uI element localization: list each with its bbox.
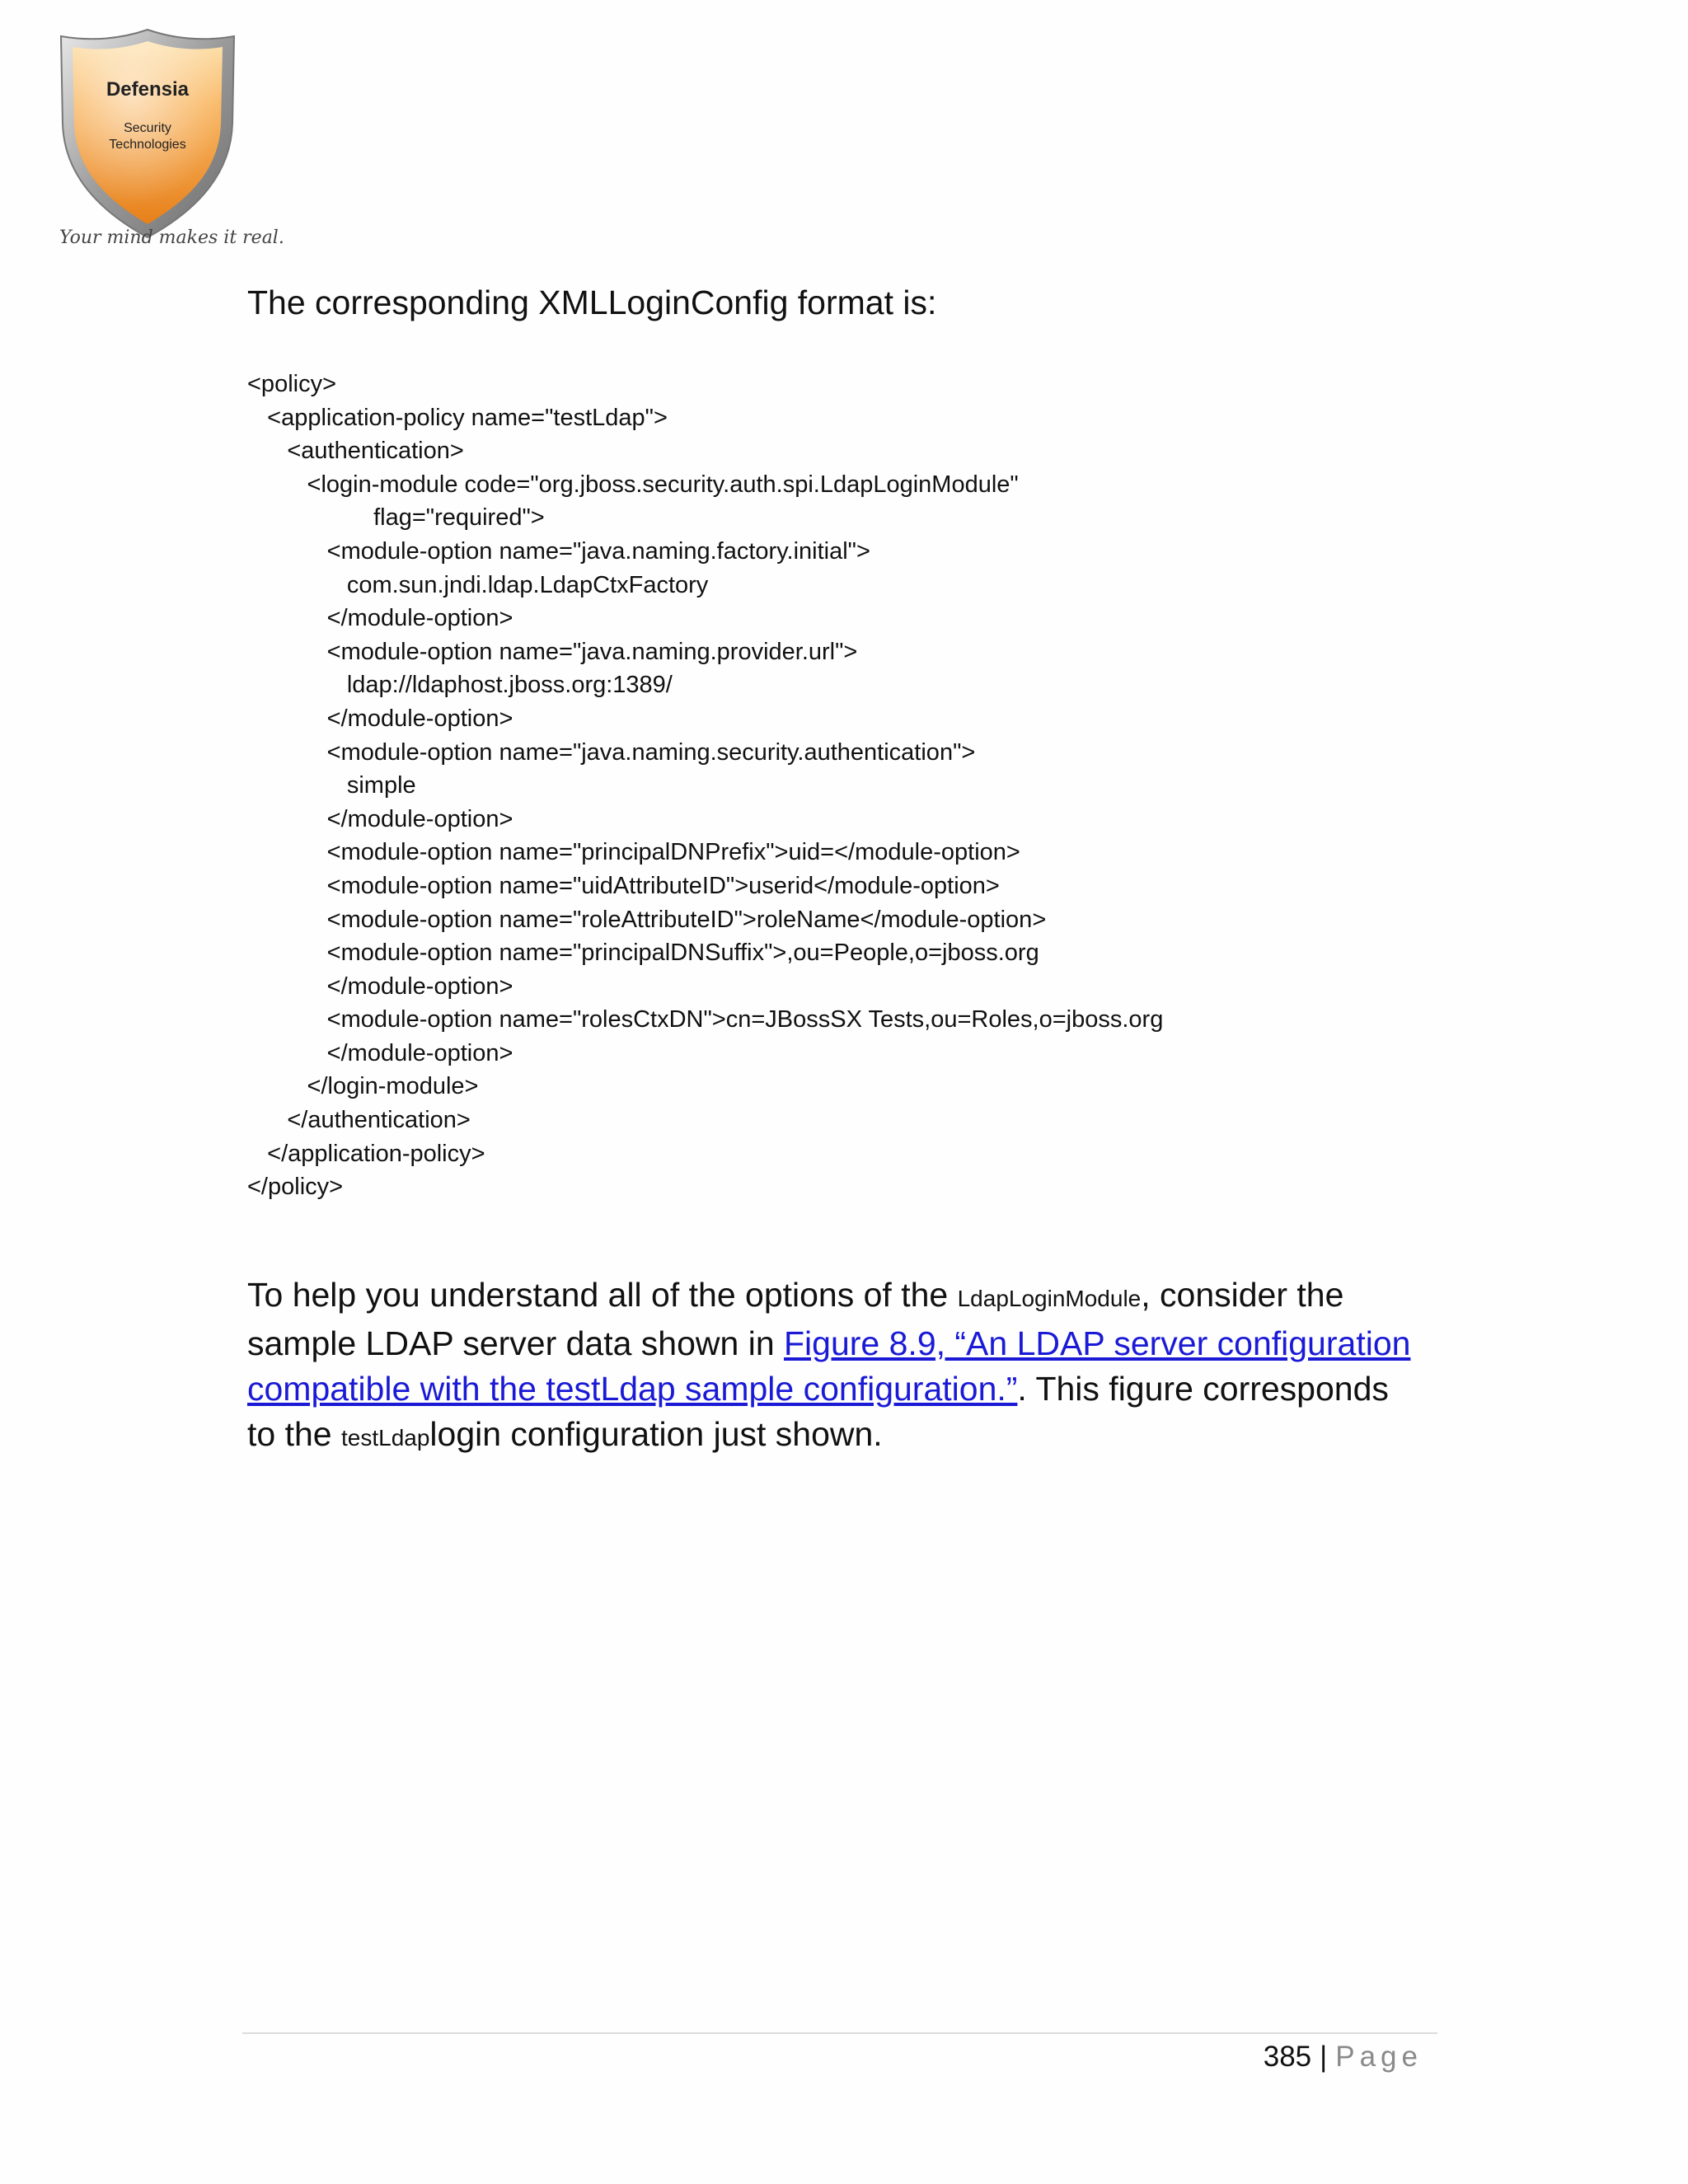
code-line: <module-option name="java.naming.provider.url"> <box>247 638 858 665</box>
code-line: </login-module> <box>247 1073 479 1100</box>
paragraph-text-3: . This figure corresponds to the <box>247 1370 1389 1453</box>
footer-divider <box>242 2032 1437 2034</box>
inline-code-testldap: testLdap <box>340 1425 430 1451</box>
logo-line-1: Security <box>124 121 171 135</box>
code-line: <module-option name="rolesCtxDN">cn=JBossSX Tests,ou=Roles,o=jboss.org <box>247 1006 1164 1033</box>
code-line: <module-option name="principalDNSuffix">,ou=People,o=jboss.org <box>247 940 1039 967</box>
code-line: <authentication> <box>247 438 464 465</box>
page-label: Page <box>1335 2041 1423 2073</box>
code-line: </module-option> <box>247 705 513 732</box>
code-line: </policy> <box>247 1174 344 1201</box>
code-line: </module-option> <box>247 805 513 832</box>
code-line: <module-option name="java.naming.security.authentication"> <box>247 738 976 766</box>
logo-brand: Defensia <box>106 78 190 101</box>
code-line: flag="required"> <box>247 504 545 532</box>
xml-code-block <box>247 368 1163 1204</box>
paragraph-text-1: To help you understand all of the options of the <box>247 1276 958 1314</box>
inline-code-ldaploginmodule: LdapLoginModule <box>957 1286 1142 1311</box>
page-footer <box>1264 2041 1423 2074</box>
body-paragraph <box>247 1272 1426 1460</box>
code-line: </module-option> <box>247 1039 513 1066</box>
paragraph-text-4: login configuration just shown. <box>429 1415 883 1453</box>
code-line: </authentication> <box>247 1107 471 1134</box>
code-line: </application-policy> <box>247 1140 485 1167</box>
section-heading: The corresponding XMLLoginConfig format is: <box>247 284 937 321</box>
code-line: <module-option name="roleAttributeID">roleName</module-option> <box>247 906 1047 933</box>
paragraph-text-2: , consider the sample LDAP server data shown in <box>247 1276 1344 1362</box>
code-line: ldap://ldaphost.jboss.org:1389/ <box>247 672 673 699</box>
code-line: <module-option name="uidAttributeID">userid</module-option> <box>247 872 1000 899</box>
code-line: <module-option name="java.naming.factory.initial"> <box>247 537 870 565</box>
code-line: <policy> <box>247 371 337 397</box>
code-line: <login-module code="org.jboss.security.auth.spi.LdapLoginModule" <box>247 471 1019 498</box>
footer-separator: | <box>1320 2041 1328 2073</box>
logo-tagline: Your mind makes it real. <box>59 227 284 248</box>
logo-line-2: Technologies <box>109 138 186 152</box>
page-number: 385 <box>1263 2041 1312 2073</box>
code-line: com.sun.jndi.ldap.LdapCtxFactory <box>247 571 709 598</box>
code-line: </module-option> <box>247 972 513 1000</box>
code-line: <module-option name="principalDNPrefix">uid=</module-option> <box>247 839 1020 866</box>
code-line: simple <box>247 772 416 799</box>
code-line: <application-policy name="testLdap"> <box>247 404 668 431</box>
figure-link[interactable]: Figure 8.9, “An LDAP server configuration compatible with the testLdap sample configuration.” <box>247 1324 1411 1408</box>
shield-logo-icon <box>53 25 242 243</box>
code-line: </module-option> <box>247 605 513 632</box>
